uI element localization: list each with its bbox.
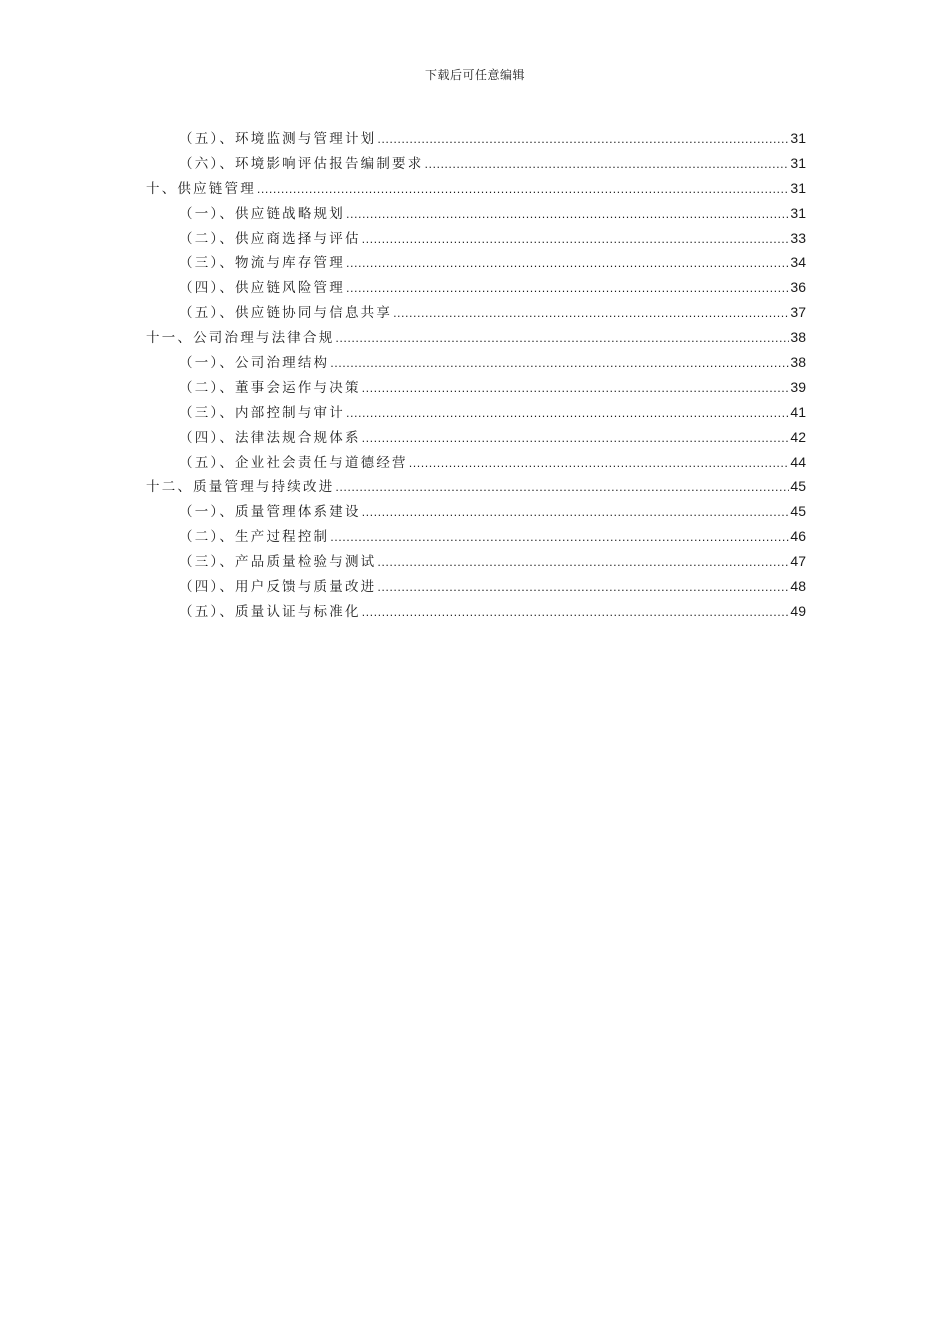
toc-entry-title: （五）、供应链协同与信息共享	[179, 305, 393, 322]
toc-entry-page-number: 41	[790, 403, 806, 420]
toc-entry-title: （二）、生产过程控制	[179, 529, 330, 546]
toc-dot-leader	[330, 352, 789, 377]
toc-section-entry[interactable]	[146, 226, 806, 251]
toc-entry-title: （四）、供应链风险管理	[179, 280, 345, 297]
toc-dot-leader	[362, 377, 790, 402]
toc-entry-page-number: 31	[790, 130, 806, 146]
toc-entry-page-number: 46	[790, 528, 806, 545]
toc-section-entry[interactable]	[146, 275, 806, 300]
table-of-contents	[146, 126, 806, 624]
toc-entry-page-number: 48	[790, 578, 806, 595]
toc-entry-title: （三）、产品质量检验与测试	[179, 554, 377, 571]
toc-entry-page-number: 38	[790, 354, 806, 371]
toc-dot-leader	[330, 526, 789, 551]
toc-entry-title: 十二、质量管理与持续改进	[146, 479, 335, 496]
toc-dot-leader	[362, 427, 790, 452]
toc-section-entry[interactable]	[146, 499, 806, 524]
toc-entry-page-number: 47	[790, 553, 806, 570]
toc-chapter-entry[interactable]	[146, 474, 806, 499]
toc-section-entry[interactable]	[146, 450, 806, 475]
toc-entry-title: 十一、公司治理与法律合规	[146, 330, 335, 347]
toc-section-entry[interactable]	[146, 549, 806, 574]
toc-entry-title: （一）、质量管理体系建设	[179, 504, 361, 521]
toc-section-entry[interactable]	[146, 425, 806, 450]
toc-entry-page-number: 38	[790, 329, 806, 346]
toc-entry-title: （三）、物流与库存管理	[179, 255, 345, 272]
toc-entry-page-number: 31	[790, 204, 806, 221]
toc-entry-page-number: 44	[790, 453, 806, 470]
toc-entry-page-number: 45	[790, 478, 806, 495]
toc-section-entry[interactable]	[146, 151, 806, 176]
toc-entry-page-number: 31	[790, 179, 806, 196]
toc-entry-title: （二）、董事会运作与决策	[179, 379, 361, 396]
toc-dot-leader	[346, 252, 789, 277]
toc-entry-page-number: 37	[790, 304, 806, 321]
toc-section-entry[interactable]	[146, 574, 806, 599]
toc-dot-leader	[377, 576, 789, 601]
toc-section-entry[interactable]	[146, 350, 806, 375]
toc-dot-leader	[409, 452, 790, 477]
toc-section-entry[interactable]	[146, 300, 806, 325]
toc-section-entry[interactable]	[146, 400, 806, 425]
toc-dot-leader	[362, 228, 790, 253]
toc-dot-leader	[377, 128, 789, 153]
toc-entry-page-number: 45	[790, 503, 806, 520]
toc-chapter-entry[interactable]	[146, 176, 806, 201]
toc-dot-leader	[346, 402, 789, 427]
toc-entry-page-number: 31	[790, 154, 806, 171]
toc-section-entry[interactable]	[146, 375, 806, 400]
page-header: 下载后可任意编辑	[424, 68, 525, 82]
toc-entry-page-number: 34	[790, 254, 806, 271]
toc-entry-title: 十、供应链管理	[146, 180, 256, 197]
toc-section-entry[interactable]	[146, 126, 806, 151]
toc-section-entry[interactable]	[146, 524, 806, 549]
toc-dot-leader	[393, 302, 789, 327]
toc-dot-leader	[424, 153, 789, 178]
toc-section-entry[interactable]	[146, 201, 806, 226]
toc-dot-leader	[335, 476, 789, 501]
toc-entry-page-number: 42	[790, 428, 806, 445]
toc-dot-leader	[377, 551, 789, 576]
toc-entry-page-number: 33	[790, 229, 806, 246]
toc-dot-leader	[346, 203, 789, 228]
toc-entry-title: （二）、供应商选择与评估	[179, 230, 361, 247]
toc-entry-title: （四）、法律法规合规体系	[179, 429, 361, 446]
toc-entry-title: （一）、供应链战略规划	[179, 205, 345, 222]
toc-entry-title: （五）、环境监测与管理计划	[179, 131, 377, 147]
toc-dot-leader	[362, 501, 790, 526]
toc-dot-leader	[257, 178, 790, 203]
toc-entry-page-number: 49	[790, 602, 806, 619]
toc-entry-title: （六）、环境影响评估报告编制要求	[179, 155, 424, 172]
toc-dot-leader	[335, 327, 789, 352]
toc-entry-page-number: 36	[790, 279, 806, 296]
toc-section-entry[interactable]	[146, 599, 806, 624]
toc-chapter-entry[interactable]	[146, 325, 806, 350]
toc-entry-title: （三）、内部控制与审计	[179, 404, 345, 421]
toc-entry-page-number: 39	[790, 378, 806, 395]
toc-dot-leader	[362, 601, 790, 626]
toc-entry-title: （五）、质量认证与标准化	[179, 603, 361, 620]
toc-section-entry[interactable]	[146, 250, 806, 275]
toc-dot-leader	[346, 277, 789, 302]
toc-entry-title: （五）、企业社会责任与道德经营	[179, 454, 408, 471]
toc-entry-title: （一）、公司治理结构	[179, 355, 330, 372]
toc-entry-title: （四）、用户反馈与质量改进	[179, 579, 377, 596]
